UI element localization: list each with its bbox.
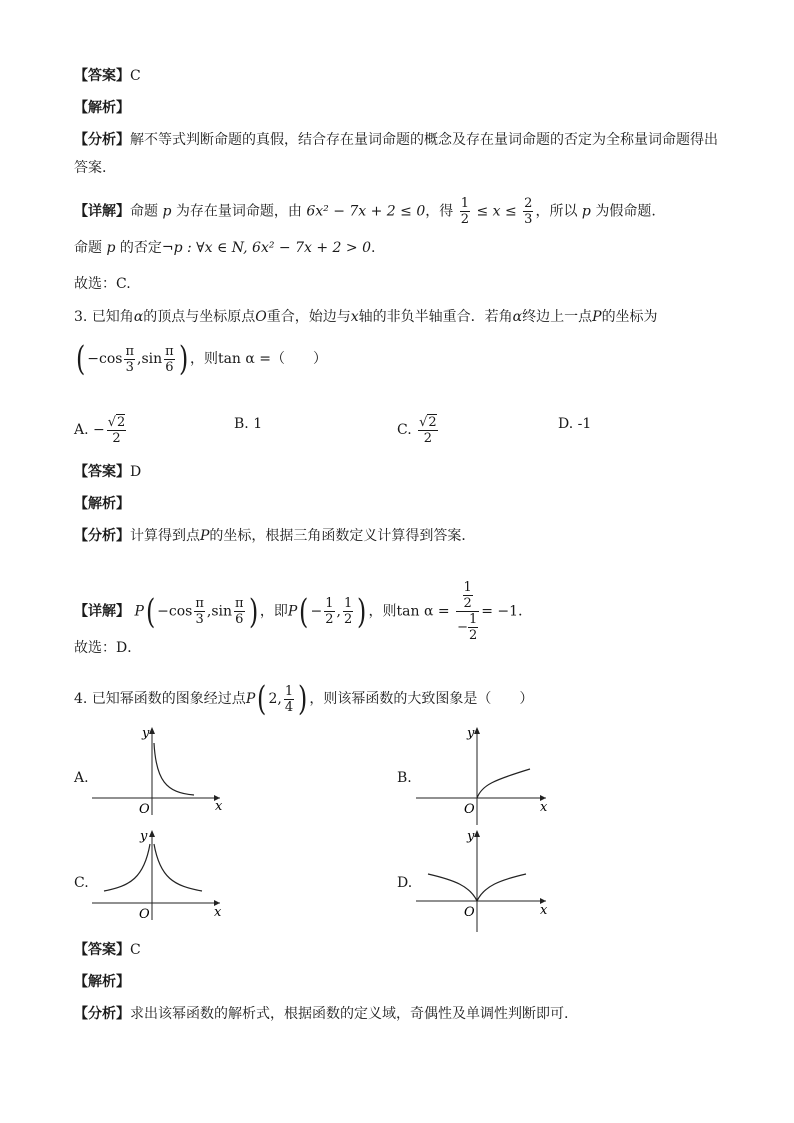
q3-stem-line2: ( −cos $\frac{\pi}{3}$ ,sin $\frac{\pi}{6}$ ) ，则tan α =（ ）: [75, 339, 328, 379]
curve-c-left: [104, 844, 150, 891]
q4-graph-a: [90, 725, 230, 820]
x-label: x: [215, 799, 223, 814]
q2-answer: [74, 66, 141, 86]
q3-stem-line1: 3. 已知角α的顶点与坐标原点O重合，始边与x轴的非负半轴重合．若角α终边上一点P的坐标为: [74, 309, 658, 325]
curve-d-left: [428, 874, 477, 901]
x-label: x: [540, 800, 548, 815]
q3-option-b[interactable]: B. 1: [234, 416, 263, 432]
y-label: y: [140, 829, 148, 844]
y-axis-arrow: [149, 727, 155, 734]
x-label: x: [214, 905, 222, 920]
q2-analysis-tag: 【解析】: [74, 100, 130, 116]
q4-option-b[interactable]: B.: [397, 770, 412, 786]
q3-option-a[interactable]: A. − $\frac{√2}{2}$: [74, 415, 126, 446]
curve-d-right: [477, 874, 526, 901]
q3-detail: 【详解】 P( −cos $\frac{\pi}{3}$ ,sin $\frac{\pi}{6}$ ) ，即P( − $\frac{1}{2}$ , $\frac{1}{2}$ ) ，则tan α = $\frac{1}{2}$ − $\frac{1}{2}$ = −1．: [74, 580, 533, 643]
q4-stem: 4. 已知幂函数的图象经过点P( 2, $\frac{1}{4}$ ) ，则该幂函数的大致图象是（ ）: [74, 679, 534, 719]
q4-graph-c: [90, 828, 230, 923]
compound-fraction: $\frac{1}{2}$ − $\frac{1}{2}$: [457, 580, 478, 643]
q2-choose: 故选：C.: [74, 276, 131, 292]
negation-expr: ¬p : ∀x ∈ N, 6x² − 7x + 2 > 0: [161, 240, 371, 256]
q2-negation: 命题 p 的否定¬p : ∀x ∈ N, 6x² − 7x + 2 > 0.: [74, 240, 376, 256]
q4-answer: 【答案】C: [74, 942, 141, 958]
x-label: x: [540, 903, 548, 918]
q2-fenxi-line2: 答案.: [74, 160, 107, 176]
answer-value: C: [130, 68, 141, 84]
answer-tag: 【答案】: [74, 68, 130, 84]
q4-analysis-tag: 【解析】: [74, 974, 130, 990]
q2-fenxi: 【分析】解不等式判断命题的真假，结合存在量词命题的概念及存在量词命题的否定为全称量词命题得出: [74, 132, 718, 148]
q3-option-d[interactable]: D. -1: [558, 416, 592, 432]
q3-answer: 【答案】D: [74, 464, 142, 480]
fraction-half: $\frac{1}{2}$: [460, 196, 469, 227]
curve-a: [154, 743, 194, 795]
origin-label: O: [464, 802, 475, 817]
q4-graph-b: [414, 725, 554, 825]
origin-label: O: [464, 905, 475, 920]
q4-option-a[interactable]: A.: [74, 770, 89, 786]
q3-choose: 故选：D．: [74, 640, 142, 656]
q4-fenxi: 【分析】求出该幂函数的解析式，根据函数的定义域，奇偶性及单调性判断即可.: [74, 1006, 569, 1022]
q4-option-c[interactable]: C.: [74, 875, 89, 891]
fraction-two-thirds: $\frac{2}{3}$: [524, 196, 533, 227]
q3-fenxi: 【分析】计算得到点P的坐标，根据三角函数定义计算得到答案．: [74, 528, 476, 544]
q2-detail: 【详解】命题 p 为存在量词命题，由 6x² − 7x + 2 ≤ 0，得 $\frac{1}{2}$ ≤ x ≤ $\frac{2}{3}$ ，所以 p 为假命题.: [74, 196, 656, 227]
origin-label: O: [139, 802, 150, 817]
y-label: y: [467, 829, 475, 844]
origin-label: O: [139, 907, 150, 922]
q4-graph-d: [414, 828, 554, 933]
q4-option-d[interactable]: D.: [397, 875, 413, 891]
inequality: 6x² − 7x + 2 ≤ 0: [306, 203, 426, 220]
y-label: y: [467, 726, 475, 741]
curve-c-right: [154, 844, 202, 891]
y-axis-arrow: [474, 727, 480, 734]
y-axis-arrow: [149, 830, 155, 837]
q3-analysis-tag: 【解析】: [74, 496, 130, 512]
y-axis-arrow: [474, 830, 480, 837]
q3-option-c[interactable]: C. $\frac{√2}{2}$: [397, 415, 437, 446]
curve-b: [477, 769, 530, 798]
y-label: y: [142, 726, 150, 741]
